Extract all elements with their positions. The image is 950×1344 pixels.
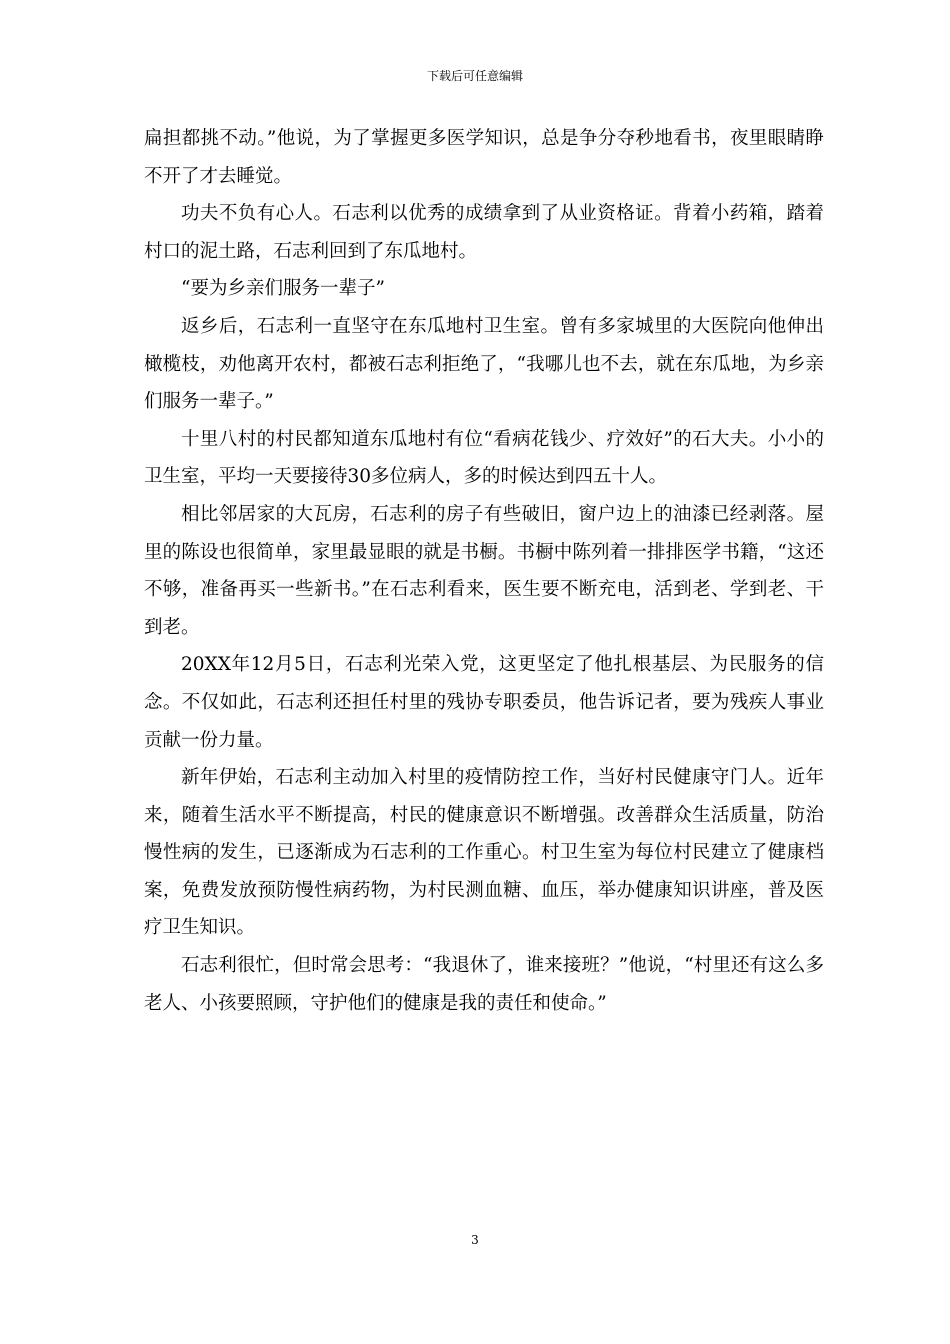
paragraph: 功夫不负有心人。石志利以优秀的成绩拿到了从业资格证。背着小药箱，踏着村口的泥土路，石志利回到了东瓜地村。 [144,203,824,262]
paragraph-continuation: 扁担都挑不动。”他说，为了掌握更多医学知识，总是争分夺秒地看书，夜里眼睛睁不开了才去睡觉。 [144,128,824,187]
section-subheading: “要为乡亲们服务一辈子” [181,278,385,300]
paragraph: 十里八村的村民都知道东瓜地村有位“看病花钱少、疗效好”的石大夫。小小的卫生室，平均一天要接待30多位病人，多的时候达到四五十人。 [144,428,824,488]
paragraph: 相比邻居家的大瓦房，石志利的房子有些破旧，窗户边上的油漆已经剥落。屋里的陈设也很简单，家里最显眼的就是书橱。书橱中陈列着一排排医学书籍，“这还不够，准备再买一些新书。”在石志利看来，医生要不断充电，活到老、学到老、干到老。 [144,503,824,638]
page-number: 3 [471,1233,479,1247]
paragraph: 新年伊始，石志利主动加入村里的疫情防控工作，当好村民健康守门人。近年来，随着生活水平不断提高，村民的健康意识不断增强。改善群众生活质量，防治慢性病的发生，已逐渐成为石志利的工作重心。村卫生室为每位村民建立了健康档案，免费发放预防慢性病药物，为村民测血糖、血压，举办健康知识讲座，普及医疗卫生知识。 [144,767,824,939]
page-header: 下载后可任意编辑 [426,69,523,83]
paragraph: 返乡后，石志利一直坚守在东瓜地村卫生室。曾有多家城里的大医院向他伸出橄榄枝，劝他离开农村，都被石志利拒绝了，“我哪儿也不去，就在东瓜地，为乡亲们服务一辈子。” [144,315,824,413]
paragraph: 石志利很忙，但时常会思考：“我退休了，谁来接班？”他说，“村里还有这么多老人、小孩要照顾，守护他们的健康是我的责任和使命。” [144,955,824,1014]
document-body [144,120,824,1022]
paragraph: 20XX年12月5日，石志利光荣入党，这更坚定了他扎根基层、为民服务的信念。不仅如此，石志利还担任村里的残协专职委员，他告诉记者，要为残疾人事业贡献一份力量。 [144,654,824,751]
